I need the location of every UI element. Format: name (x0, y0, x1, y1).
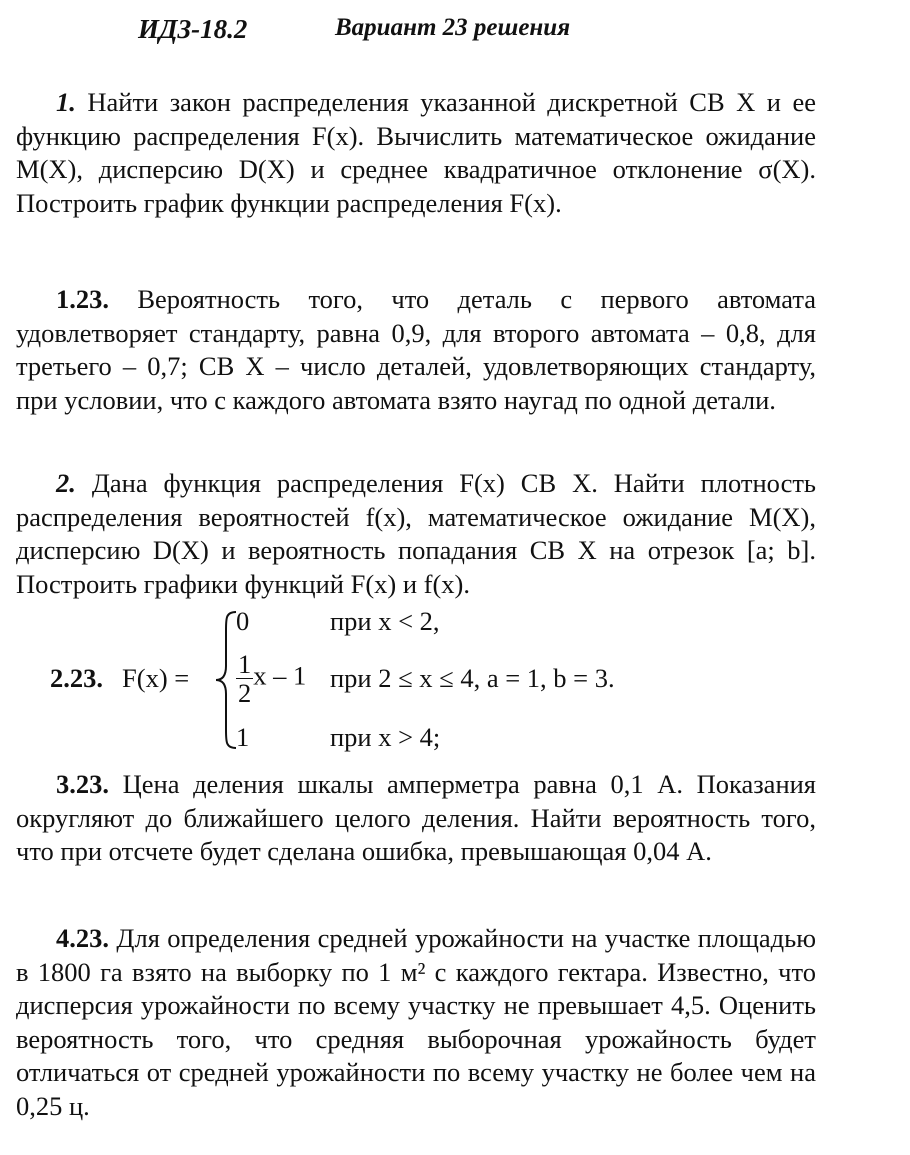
case-1-value (236, 650, 306, 707)
task-2-text: Дана функция распределения F(x) СВ X. Найти плотность распределения вероятностей f(x), математическое ожидание M(X), дисперсию D(X) и вероятность попадания СВ X на отрезок [a; b]. Построить графики функций F(x) и f(x). (16, 468, 816, 599)
task-1-statement (16, 86, 816, 220)
task-2-23-number: 2.23. (50, 663, 103, 693)
case-2-condition: при x > 4; (330, 722, 441, 752)
task-2-number: 2. (56, 468, 76, 498)
task-3-23-text: Цена деления шкалы амперметра равна 0,1 А. Показания округляют до ближайшего целого деления. Найти вероятность того, что при отсчете будет сделана ошибка, превышающая 0,04 А. (16, 769, 816, 866)
task-1-text: Найти закон распределения указанной дискретной СВ X и ее функцию распределения F(x). Вычислить математическое ожидание M(X), дисперсию D(X) и среднее квадратичное отклонение σ(X). Построить график функции распределения F(x). (16, 87, 816, 218)
assignment-code: ИДЗ-18.2 (138, 14, 248, 44)
task-1-number: 1. (56, 87, 76, 117)
formula-lhs: F(x) = (122, 663, 190, 693)
fraction-numerator: 1 (238, 649, 252, 679)
case-0-condition: при x < 2, (330, 606, 440, 636)
fraction (236, 650, 253, 707)
task-4-23-statement (16, 922, 816, 1123)
variant-title: Вариант 23 решения (335, 14, 571, 41)
task-1-23-number: 1.23. (56, 284, 109, 314)
task-4-23-number: 4.23. (56, 923, 109, 953)
case-2-value: 1 (236, 722, 250, 752)
task-3-23-number: 3.23. (56, 769, 109, 799)
task-3-23-statement (16, 768, 816, 869)
page-header (0, 14, 910, 54)
task-4-23-text: Для определения средней урожайности на участке площадью в 1800 га взято на выборку по 1 м² с каждого гектара. Известно, что дисперсия урожайности по всему участку не превышает 4,5. Оценить вероятность того, что средняя выборочная урожайность будет отличаться от средней урожайности по всему участку не более чем на 0,25 ц. (16, 923, 816, 1121)
task-2-statement (16, 467, 816, 601)
case-1-rest: x – 1 (253, 660, 307, 691)
task-1-23-text: Вероятность того, что деталь с первого автомата удовлетворяет стандарту, равна 0,9, для второго автомата – 0,8, для третьего – 0,7; СВ X – число деталей, удовлетворяющих стандарту, при условии, что с каждого автомата взято наугад по одной детали. (16, 284, 816, 415)
case-0-value: 0 (236, 606, 250, 636)
case-1-condition: при 2 ≤ x ≤ 4, a = 1, b = 3. (330, 663, 615, 693)
task-2-23-formula (0, 606, 910, 756)
task-1-23-statement (16, 283, 816, 417)
fraction-denominator: 2 (238, 678, 252, 708)
